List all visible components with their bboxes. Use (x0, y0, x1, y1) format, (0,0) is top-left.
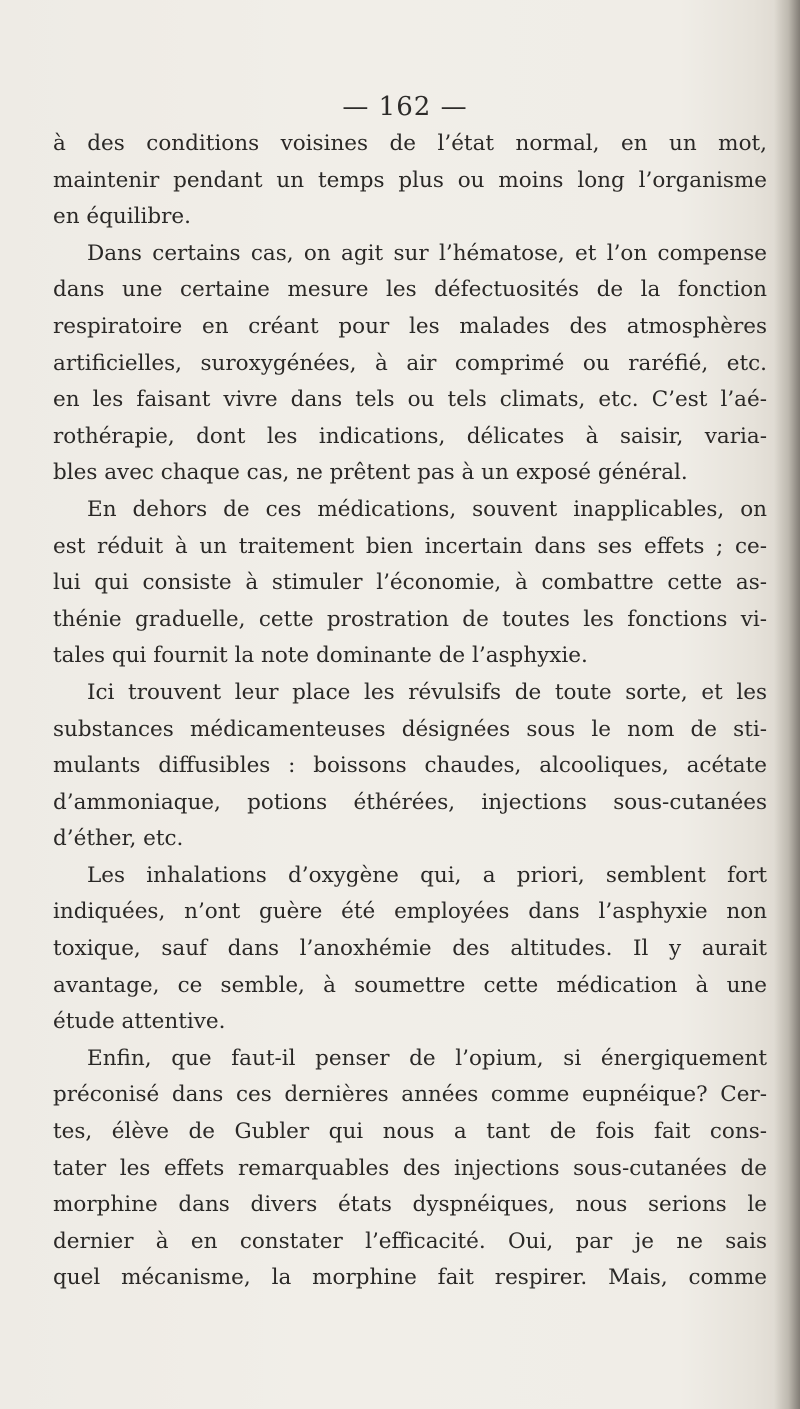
text-line: quel mécanisme, la morphine fait respirer. Mais, comme (53, 1265, 767, 1291)
text-line: en les faisant vivre dans tels ou tels climats, etc. C’est l’aé- (53, 387, 767, 413)
text-line: Ici trouvent leur place les révulsifs de toute sorte, et les (87, 679, 767, 705)
text-line: rothérapie, dont les indications, délicates à saisir, varia- (53, 423, 767, 449)
text-line: préconisé dans ces dernières années comme eupnéique? Cer- (53, 1082, 767, 1108)
text-line: Les inhalations d’oxygène qui, a priori, semblent fort (87, 862, 767, 888)
text-line: indiquées, n’ont guère été employées dans l’asphyxie non (53, 899, 767, 925)
text-line: d’éther, etc. (53, 826, 184, 852)
text-line: toxique, sauf dans l’anoxhémie des altitudes. Il y aurait (53, 936, 767, 962)
text-line: étude attentive. (53, 1009, 226, 1035)
text-line: morphine dans divers états dyspnéiques, nous serions le (53, 1192, 767, 1218)
text-line: Dans certains cas, on agit sur l’hématose, et l’on compense (87, 240, 767, 266)
text-line: En dehors de ces médications, souvent inapplicables, on (87, 496, 767, 522)
text-line: lui qui consiste à stimuler l’économie, à combattre cette as- (53, 570, 767, 596)
text-line: est réduit à un traitement bien incertain dans ses effets ; ce- (53, 533, 767, 559)
text-line: respiratoire en créant pour les malades des atmosphères (53, 313, 767, 339)
text-line: dernier à en constater l’efficacité. Oui, par je ne sais (53, 1228, 767, 1254)
text-line: Enfin, que faut-il penser de l’opium, si énergiquement (87, 1045, 767, 1071)
text-line: en équilibre. (53, 204, 191, 230)
page-gutter-shadow (774, 0, 800, 1409)
text-line: bles avec chaque cas, ne prêtent pas à un exposé général. (53, 460, 688, 486)
text-line: à des conditions voisines de l’état normal, en un mot, (53, 131, 767, 156)
page-number: — 162 — (342, 92, 468, 122)
text-line: thénie graduelle, cette prostration de toutes les fonctions vi- (53, 606, 767, 632)
text-line: artificielles, suroxygénées, à air comprimé ou raréfié, etc. (53, 350, 767, 376)
text-line: substances médicamenteuses désignées sous le nom de sti- (53, 716, 767, 742)
text-line: tales qui fournit la note dominante de l’asphyxie. (53, 643, 588, 669)
text-line: tes, élève de Gubler qui nous a tant de fois fait cons- (53, 1119, 767, 1145)
text-line: tater les effets remarquables des injections sous-cutanées de (53, 1155, 767, 1181)
text-line: mulants diffusibles : boissons chaudes, alcooliques, acétate (53, 753, 767, 779)
text-line: avantage, ce semble, à soumettre cette médication à une (53, 972, 767, 998)
text-line: maintenir pendant un temps plus ou moins long l’organisme (53, 167, 767, 193)
body-text (53, 126, 767, 1297)
text-line: dans une certaine mesure les défectuosités de la fonction (53, 277, 767, 303)
text-line: d’ammoniaque, potions éthérées, injections sous-cutanées (53, 789, 767, 815)
